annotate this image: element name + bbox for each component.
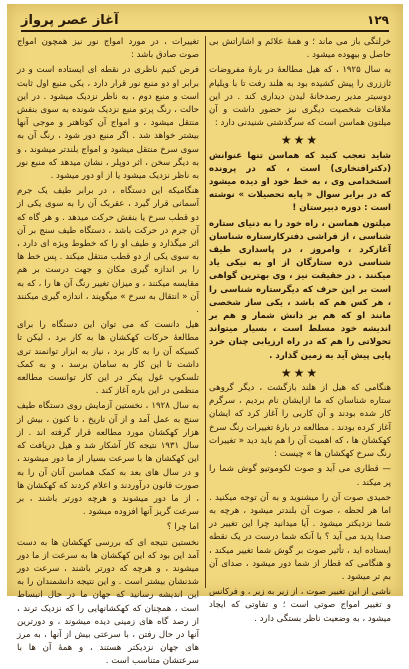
paragraph: به سال ۱۹۲۸ ، نخستین آزمایش روی دستگاه طیف سنج به عمل آمد و از آن تاریخ ، تا کنون ، بیش از هزار کهکشان مورد مطالعه قرار گرفته اند . از سال ۱۹۳۱ نتیجه کار آشکار شد و هیل دریافت که این کهکشان ها با سرعت بسیار از ما دور میشوند ، و در سال های بعد به کمک هماسن آنان آن را به صورت قانون درآوردند و اعلام کردند که کهکشان ها ، از ما دور میشوند و هرچه دورتر باشند ، بر سرعت گریز آنها افزوده میشود .	[16, 401, 200, 518]
paragraph: حمیدی صوت آن را میشنوید و به آن توجه میکنید . اما هر لحظه ، صوت آن بلندتر میشود ، هرچه به شما نزدیکتر میشود . آیا میدانید چرا این تغییر در صدا پدید می آید ؟ با آنکه شما درست در یک نقطه ایستاده اید ، تأثیر صوت بر گوش شما تغییر میکند ، و هنگامی که قطار از شما دور میشود ، صدای آن بم تر میشود .	[209, 492, 391, 582]
paragraph: ناشی از این تغییر صوت ، از زیر به زیر ، و فرکانس و تغییر امواج صوتی است ؛ و تفاوتی که ایجاد میشود ، به وضعیت ناظر بستگی دارد .	[209, 587, 391, 624]
paragraph: هنگامیکه این دستگاه ، در برابر طیف یک جرم آسمانی قرار گیرد ، عقربک آن را به سوی یکی از دو قطب سرخ یا بنفش حرکت میدهد . و هر گاه که آن جرم در حرکت باشد ، دستگاه طیف سنج بر آن اثر میگذارد و طیف او را که خطوط ویژه ای دارد ، به سوی یکی از دو قطب منتقل میکند . پس خط ها را بر اندازه گیری مکان و جهت درست بر هم مقایسه میکنند ، و میزان تغییر رنگ آن ها را ، که به آن « انتقال به سرخ » میگویند ، اندازه گیری میکنند .	[17, 186, 199, 316]
paragraph: هیل دانست که می توان این دستگاه را برای مطالعهٔ حرکات کهکشان ها به کار برد ، لیکن تا کسیکه آن را به کار برد ، نیاز به ابزار توانمند تری داشت تا این کار به سامان برسد ، و به کمک تلسکوپ غول پیکر در این کار توانست مطالعه منظمی در این باره آغاز کند .	[17, 320, 199, 397]
page-number: ۱۲۹	[367, 13, 389, 27]
paragraph: تغییرات ، در مورد امواج نور نیز همچون امواج صوت صادق باشد :	[17, 37, 199, 61]
running-title: آغاز عصر پرواز	[21, 12, 119, 28]
paragraph: نخستین نتیجه ای که بررسی کهکشان ها به دست آمد این بود که این کهکشان ها به سرعت از ما دور میشوند ، و هرچه که دورتر باشند ، سرعت دور شدنشان بیشتر است . و این نتیجه دانشمندان را به این اندیشه رسانید که جهان ما در حال انبساط است ، همچنان که کهکشانهایی را که نزدیک ترند ، از رصد گاه های زمینی دیده میشوند ، و دورترین آنها در حال رفتن ، با سرعتی بیش از آنها ، به مرز های جهان نزدیکتر هستند ، و همهٔ آن ها با سرعتشان متناسب است .	[17, 537, 199, 667]
paragraph: به سال ۱۹۲۵ ، که هیل مطالعهٔ در بارهٔ مفروضات ثاززری را پیش کشیده بود به هلند رفت تا با ویلیام دوسیتر مدیر رصدخانهٔ لیدن دیداری کند . در این ملاقات شخصیت دیگری نیز حضور داشت و آن میلتون هماسن است که سرگذشتی شنیدنی دارد :	[209, 65, 392, 129]
paragraph: اما چرا ؟	[166, 522, 199, 533]
paragraph: — قطاری می آید و صوت لکوموتیو گوش شما را پر میکند .	[209, 464, 391, 488]
section-divider-stars: ★★★	[280, 133, 320, 148]
left-column	[16, 36, 200, 667]
right-column	[209, 36, 392, 624]
bold-paragraph: شاید تعجب کنید که هماسن تنها عنوانش (دکترافتخاری) است ، که در پرونده استخدامی وی ، به خط خود او دیده میشود که در برابر سوال « پایه تحصیلات » نوشته است : دوره دبیرستان !	[209, 150, 391, 214]
paragraph: فرض کنیم ناظری در نقطه ای ایستاده است و در برابر او دو منبع نور قرار دارد ، یکی منبع اول ثابت است و منبع دوم ، به ناظر نزدیک میشود . در این حالت ، رنگ پرتو منبع نزدیک شونده به سوی بنفش منتقل میشود ، و امواج آن کوتاهتر و موجی آنها بیشتر خواهد شد . اگر منبع دور شود ، رنگ آن به سوی سرخ منتقل میشود و امواج بلندتر میشوند ، و به دیگر سخن ، اثر دوپلر ، نشان میدهد که منبع نور به ناظر نزدیک میشود یا از او دور میشود .	[17, 65, 199, 182]
paragraph: هنگامی که هیل از هلند بازگشت ، دیگر گروهی ستاره شناسان که ما ازایشان نام بردیم ، سرگرم کار شده بودند و آن کاربی را آغاز کرد که ایشان آغاز کرده بودند . مطالعه در بارهٔ تغییرات رنگ سرخ کهکشان ها ، که اهمیت آن را هم باید دید « تغییرات رنگ سرخ کهکشان ها » چیست :	[209, 383, 391, 460]
paragraph: خرلنگی باز می ماند ؛ و همهٔ علائم و اشاراتش بی حاصل و بیهوده میشود .	[209, 37, 391, 61]
book-page	[7, 4, 403, 667]
section-divider-stars: ★★★	[280, 365, 320, 380]
column-divider	[205, 36, 206, 588]
bold-paragraph: میلتون هماسن ، راه خود را به دنیای ستاره شناسی ، از فراشی دفترکارستاره شناسان آغازکرد ، وامروز ، در پاسداری طیف شناسی ذره ستارگان از او به نیکی یاد میکنند . در حقیقت نیز ، وی بهترین گواهی است بر این حرف که دیگرستاره شناسی را ، هر کس هم که باشد ، یکی ساز شخصی مانند او که هم بر دانش شمار و هم بر اندیشه خود مسلط است ، بسیار میتواند تحولاتی را هم که در راه ارزیابی چنان خرد پایی پیش آید به زمین گذارد .	[209, 218, 391, 361]
page-header	[21, 10, 389, 32]
